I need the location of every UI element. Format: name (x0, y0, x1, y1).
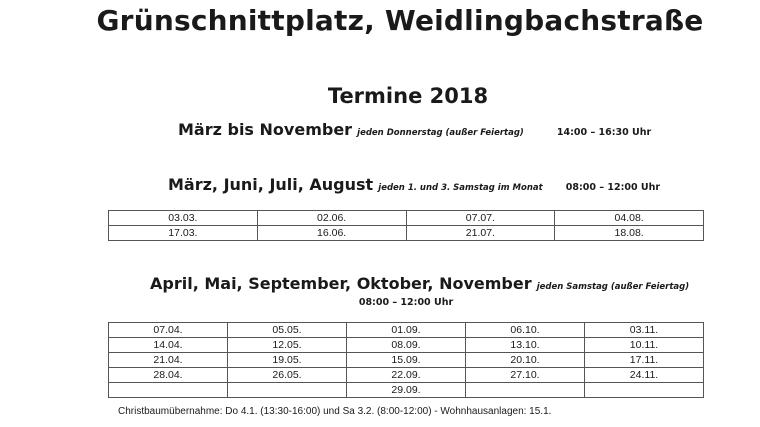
section-1-heading: März bis November (178, 120, 353, 139)
table-row (109, 383, 704, 398)
table-section-3 (108, 322, 704, 398)
page-title: Grünschnittplatz, Weidlingbachstraße (96, 4, 704, 37)
table-row (109, 226, 704, 241)
table-cell: 27.10. (466, 368, 585, 383)
table-cell: 17.11. (585, 353, 704, 368)
section-2-heading: März, Juni, Juli, August (168, 175, 374, 194)
section-3-heading: April, Mai, September, Oktober, November (150, 274, 532, 293)
section-1-header (178, 120, 651, 139)
table-cell: 28.04. (109, 368, 228, 383)
footnote: Christbaumübernahme: Do 4.1. (13:30-16:00) und Sa 3.2. (8:00-12:00) - Wohnhausanlagen: 15.1. (118, 406, 552, 417)
page-subtitle: Termine 2018 (327, 84, 489, 108)
table-cell: 12.05. (228, 338, 347, 353)
table-cell: 15.09. (347, 353, 466, 368)
table-row (109, 353, 704, 368)
table-cell: 19.05. (228, 353, 347, 368)
table-cell: 17.03. (109, 226, 258, 241)
table-cell: 14.04. (109, 338, 228, 353)
table-cell: 13.10. (466, 338, 585, 353)
table-cell (228, 383, 347, 398)
table-cell: 06.10. (466, 323, 585, 338)
section-1-rule: jeden Donnerstag (außer Feiertag) (357, 128, 524, 138)
table-cell: 21.04. (109, 353, 228, 368)
table-cell: 03.03. (109, 211, 258, 226)
table-cell: 05.05. (228, 323, 347, 338)
table-cell: 04.08. (555, 211, 704, 226)
section-2-header (168, 175, 660, 194)
table-cell (585, 383, 704, 398)
section-3-rule: jeden Samstag (außer Feiertag) (536, 282, 690, 292)
table-cell: 01.09. (347, 323, 466, 338)
table-cell: 26.05. (228, 368, 347, 383)
table-cell: 21.07. (406, 226, 555, 241)
table-cell: 02.06. (257, 211, 406, 226)
section-3-header (150, 274, 689, 293)
section-2-rule: jeden 1. und 3. Samstag im Monat (378, 183, 543, 193)
section-1-time: 14:00 – 16:30 Uhr (556, 127, 652, 138)
table-row (109, 211, 704, 226)
table-cell: 03.11. (585, 323, 704, 338)
table-cell: 07.07. (406, 211, 555, 226)
table-cell: 22.09. (347, 368, 466, 383)
table-cell (109, 383, 228, 398)
section-2-time: 08:00 – 12:00 Uhr (565, 182, 661, 193)
table-cell: 20.10. (466, 353, 585, 368)
table-cell: 07.04. (109, 323, 228, 338)
table-section-2 (108, 210, 704, 241)
table-cell: 18.08. (555, 226, 704, 241)
table-cell: 08.09. (347, 338, 466, 353)
table-row (109, 338, 704, 353)
table-cell: 24.11. (585, 368, 704, 383)
section-3-time: 08:00 – 12:00 Uhr (358, 297, 454, 308)
table-row (109, 323, 704, 338)
table-cell: 16.06. (257, 226, 406, 241)
table-cell: 10.11. (585, 338, 704, 353)
table-row (109, 368, 704, 383)
table-cell (466, 383, 585, 398)
table-cell: 29.09. (347, 383, 466, 398)
